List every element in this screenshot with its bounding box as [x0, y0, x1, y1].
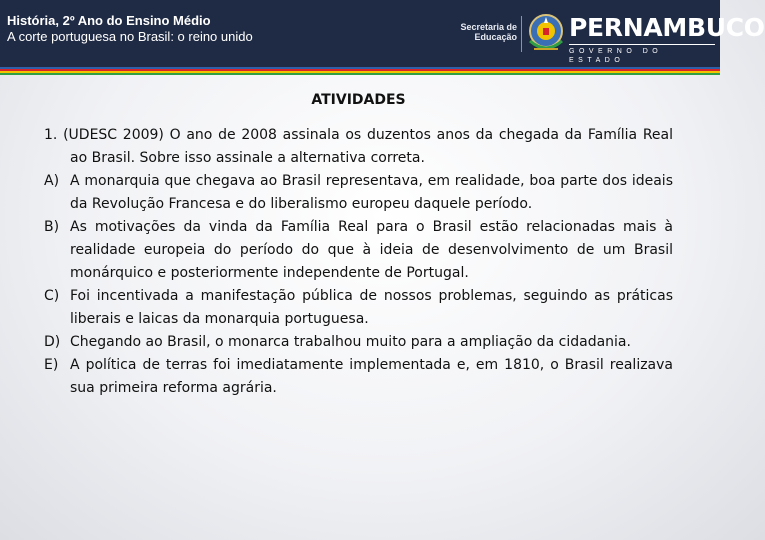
option-c: [44, 285, 673, 331]
stripe-green: [0, 73, 720, 75]
option-text: A monarquia que chegava ao Brasil representava, em realidade, boa parte dos ideais da Revolução Francesa e do liberalismo europeu daquele período.: [70, 173, 673, 212]
option-a: [44, 170, 673, 216]
brand-subtitle: GOVERNO DO ESTADO: [569, 44, 715, 65]
secretaria-line1: Secretaria de: [460, 22, 517, 32]
section-title: ATIVIDADES: [311, 92, 406, 108]
option-text: Chegando ao Brasil, o monarca trabalhou muito para a ampliação da cidadania.: [70, 334, 631, 350]
option-text: A política de terras foi imediatamente implementada e, em 1810, o Brasil realizava sua primeira reforma agrária.: [70, 357, 673, 396]
activity-content: [44, 92, 673, 400]
option-text: As motivações da vinda da Família Real para o Brasil estão relacionadas mais à realidade europeia do período do que à ideia de desenvolvimento de um Brasil monárquico e posteriormente independente de Portugal.: [70, 219, 673, 281]
logo-divider: [521, 16, 522, 52]
pernambuco-crest-icon: [526, 11, 566, 57]
lesson-subtitle: A corte portuguesa no Brasil: o reino unido: [7, 29, 253, 44]
option-d: [44, 331, 673, 354]
course-title: História, 2º Ano do Ensino Médio: [7, 13, 211, 28]
header-titles: [7, 13, 253, 45]
secretaria-line2: Educação: [474, 32, 517, 42]
color-stripes: [0, 67, 720, 75]
brand-logo: [569, 13, 765, 65]
option-b: [44, 216, 673, 285]
option-marker: B): [44, 219, 60, 235]
question-text: 1. (UDESC 2009) O ano de 2008 assinala os duzentos anos da chegada da Família Real ao Brasil. Sobre isso assinale a alternativa correta.: [44, 127, 673, 166]
option-marker: C): [44, 288, 60, 304]
option-marker: D): [44, 334, 61, 350]
option-text: Foi incentivada a manifestação pública de nossos problemas, seguindo as práticas liberais e laicas da monarquia portuguesa.: [70, 288, 673, 327]
header-bar: [0, 0, 765, 67]
brand-name: PERNAMBUCO: [569, 13, 765, 42]
option-marker: E): [44, 357, 59, 373]
secretaria-label: [455, 22, 517, 42]
option-marker: A): [44, 173, 60, 189]
option-e: [44, 354, 673, 400]
